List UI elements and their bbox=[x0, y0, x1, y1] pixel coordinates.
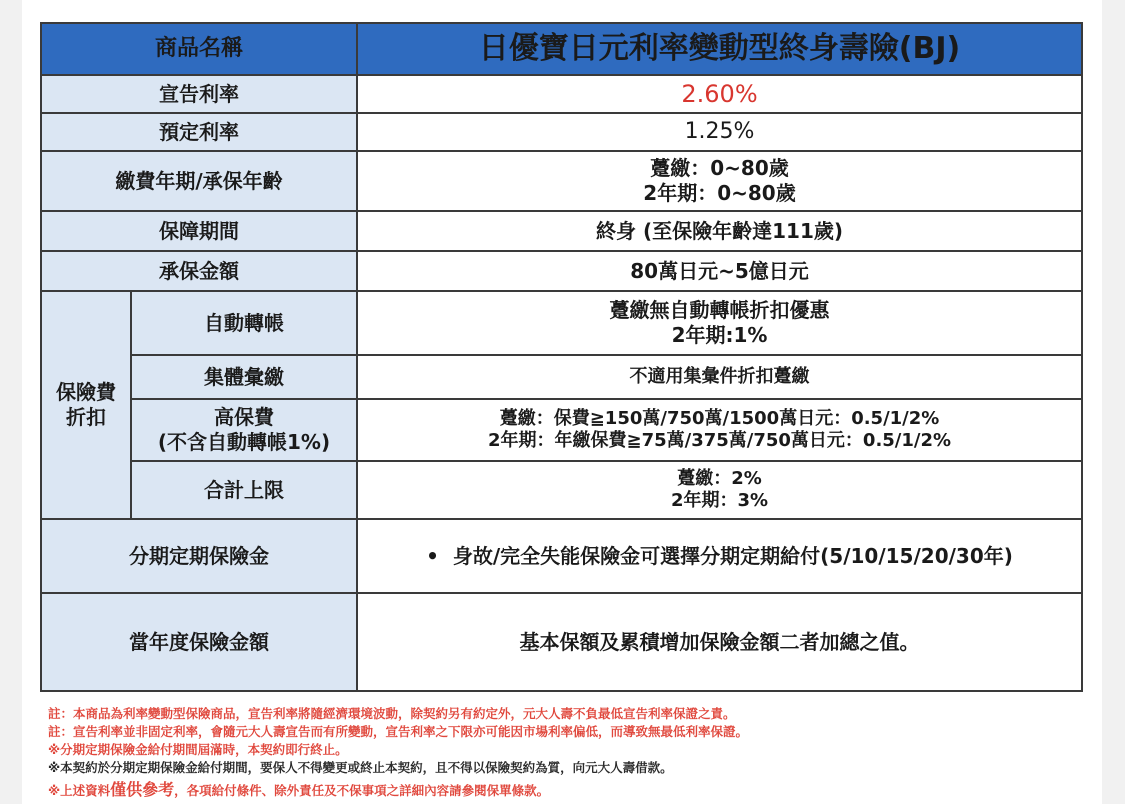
high-premium-value bbox=[357, 399, 1082, 461]
total-cap-value bbox=[357, 461, 1082, 519]
coverage-period-row bbox=[41, 211, 1082, 251]
payment-age-value bbox=[357, 151, 1082, 211]
product-title: 日優寶日元利率變動型終身壽險(BJ) bbox=[357, 23, 1082, 75]
high-premium-label-line: 高保費 bbox=[214, 405, 274, 429]
final-footnote bbox=[48, 781, 1088, 800]
assumed-rate-value: 1.25% bbox=[684, 119, 755, 145]
payment-age-row bbox=[41, 151, 1082, 211]
installment-value bbox=[357, 519, 1082, 593]
bullet-icon: • bbox=[426, 543, 439, 568]
declared-rate-value: 2.60% bbox=[681, 80, 758, 108]
annual-amount-row bbox=[41, 593, 1082, 691]
group-payment-row bbox=[41, 355, 1082, 399]
high-premium-label-line: (不含自動轉帳1%) bbox=[157, 430, 331, 454]
product-spec-table bbox=[40, 22, 1083, 692]
total-cap-line: 2年期：3% bbox=[670, 490, 769, 511]
declared-rate-label: 宣告利率 bbox=[41, 75, 357, 113]
group-payment-value: 不適用集彙件折扣躉繳 bbox=[357, 355, 1082, 399]
discount-group-line: 折扣 bbox=[66, 405, 106, 429]
discount-group-line: 保險費 bbox=[56, 380, 116, 404]
header-row bbox=[41, 23, 1082, 75]
auto-transfer-value bbox=[357, 291, 1082, 355]
assumed-rate-label: 預定利率 bbox=[41, 113, 357, 151]
sum-insured-value: 80萬日元~5億日元 bbox=[357, 251, 1082, 291]
product-name-label: 商品名稱 bbox=[41, 23, 357, 75]
sum-insured-row bbox=[41, 251, 1082, 291]
assumed-rate-row bbox=[41, 113, 1082, 151]
footnote: 註：本商品為利率變動型保險商品，宣告利率將隨經濟環境波動，除契約另有約定外，元大人壽不負最低宣告利率保證之責。 bbox=[48, 706, 736, 721]
footnote: 註：宣告利率並非固定利率，會隨元大人壽宣告而有所變動，宣告利率之下限亦可能因市場利率偏低，而導致無最低利率保證。 bbox=[48, 724, 749, 739]
final-note-emphasis: 僅供參考 bbox=[110, 780, 175, 799]
sum-insured-label: 承保金額 bbox=[41, 251, 357, 291]
installment-row bbox=[41, 519, 1082, 593]
total-cap-line: 躉繳：2% bbox=[677, 467, 762, 489]
auto-transfer-line: 躉繳無自動轉帳折扣優惠 bbox=[609, 298, 830, 322]
footnote: ※本契約於分期定期保險金給付期間，要保人不得變更或終止本契約，且不得以保險契約為質，向元大人壽借款。 bbox=[48, 760, 673, 775]
payment-age-label: 繳費年期/承保年齡 bbox=[41, 151, 357, 211]
payment-age-line: 躉繳：0~80歲 bbox=[650, 156, 789, 180]
group-payment-label: 集體彙繳 bbox=[131, 355, 357, 399]
final-note-prefix: ※上述資料 bbox=[48, 783, 111, 798]
high-premium-line: 躉繳：保費≧150萬/750萬/1500萬日元：0.5/1/2% bbox=[499, 407, 940, 429]
coverage-period-label: 保障期間 bbox=[41, 211, 357, 251]
auto-transfer-line: 2年期:1% bbox=[671, 323, 768, 347]
final-note-suffix: ，各項給付條件、除外責任及不保事項之詳細內容請參閱保單條款。 bbox=[174, 783, 550, 798]
high-premium-row bbox=[41, 399, 1082, 461]
total-cap-row bbox=[41, 461, 1082, 519]
total-cap-label: 合計上限 bbox=[131, 461, 357, 519]
discount-group-label bbox=[41, 291, 131, 519]
high-premium-label bbox=[131, 399, 357, 461]
auto-transfer-row bbox=[41, 291, 1082, 355]
payment-age-line: 2年期：0~80歲 bbox=[643, 181, 796, 205]
installment-label: 分期定期保險金 bbox=[41, 519, 357, 593]
footnote: ※分期定期保險金給付期間屆滿時，本契約即行終止。 bbox=[48, 742, 348, 757]
installment-text: 身故/完全失能保險金可選擇分期定期給付(5/10/15/20/30年) bbox=[452, 543, 1013, 568]
auto-transfer-label: 自動轉帳 bbox=[131, 291, 357, 355]
high-premium-line: 2年期：年繳保費≧75萬/375萬/750萬日元：0.5/1/2% bbox=[487, 430, 952, 451]
annual-amount-label: 當年度保險金額 bbox=[41, 593, 357, 691]
coverage-period-value: 終身 (至保險年齡達111歲) bbox=[357, 211, 1082, 251]
declared-rate-row bbox=[41, 75, 1082, 113]
footnotes bbox=[48, 705, 1088, 800]
annual-amount-value: 基本保額及累積增加保險金額二者加總之值。 bbox=[357, 593, 1082, 691]
